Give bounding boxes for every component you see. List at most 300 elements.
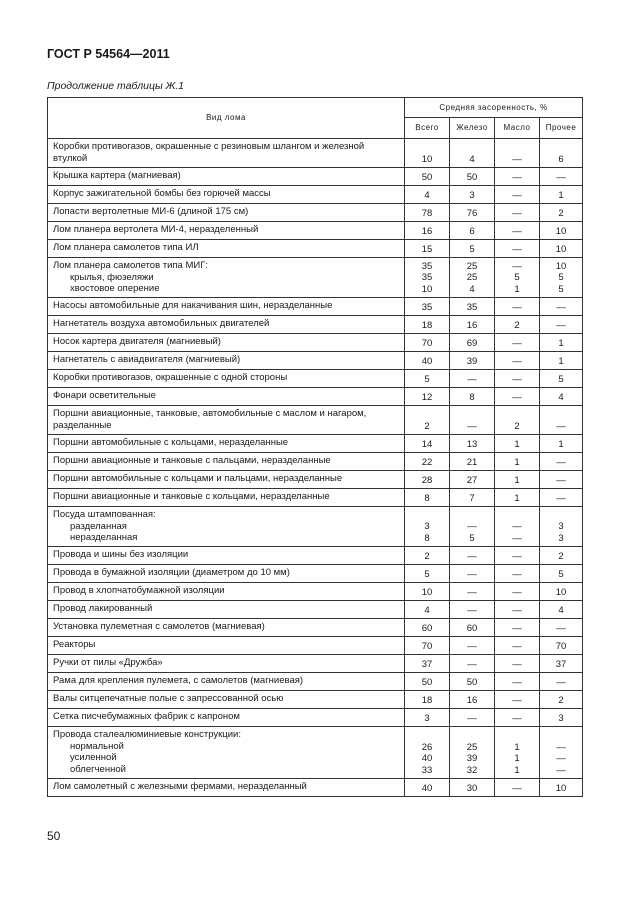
oil-cell <box>495 139 540 168</box>
table-row <box>48 168 583 186</box>
table-row <box>48 601 583 619</box>
oil-value: — <box>512 225 522 237</box>
other-cell <box>540 258 583 298</box>
total-cell <box>405 507 450 547</box>
iron-cell <box>450 709 495 727</box>
oil-value: — <box>512 373 522 385</box>
header-other: Прочее <box>540 118 583 139</box>
total-value: 16 <box>421 225 433 237</box>
total-cell <box>405 565 450 583</box>
total-value: 35 <box>421 272 433 283</box>
iron-cell <box>450 673 495 691</box>
iron-value: 60 <box>466 622 478 634</box>
other-cell <box>540 388 583 406</box>
other-cell <box>540 489 583 507</box>
oil-value: — <box>512 782 522 794</box>
scrap-type-label: Коробки противогазов, окрашенные с одной стороны <box>53 372 288 383</box>
iron-value: 6 <box>469 225 475 237</box>
other-cell <box>540 139 583 168</box>
total-cell <box>405 547 450 565</box>
total-value: 60 <box>421 622 433 634</box>
scrap-type-cell <box>48 601 405 619</box>
oil-value: — <box>512 355 522 367</box>
iron-value: 76 <box>466 207 478 219</box>
other-value: 10 <box>555 225 567 237</box>
oil-value: 2 <box>514 319 520 331</box>
scrap-type-cell <box>48 471 405 489</box>
other-cell <box>540 655 583 673</box>
scrap-subtype-label: неразделанная <box>70 532 138 543</box>
oil-value: — <box>512 568 522 580</box>
other-value: 10 <box>555 782 567 794</box>
oil-cell <box>495 406 540 435</box>
iron-value: 25 <box>466 260 478 272</box>
table-row <box>48 316 583 334</box>
oil-cell <box>495 583 540 601</box>
other-value: — <box>556 753 566 764</box>
scrap-subtype-label: разделанная <box>70 520 127 532</box>
scrap-subtype-label: крылья, фюзеляжи <box>70 271 154 283</box>
table-row <box>48 547 583 565</box>
header-iron: Железо <box>450 118 495 139</box>
scrap-subtype-label: усиленной <box>70 752 117 763</box>
oil-value: — <box>512 694 522 706</box>
oil-cell <box>495 258 540 298</box>
total-cell <box>405 583 450 601</box>
oil-value: 1 <box>514 741 520 753</box>
oil-cell <box>495 370 540 388</box>
scrap-type-label: Крышка картера (магниевая) <box>53 170 181 181</box>
iron-cell <box>450 406 495 435</box>
iron-value: 13 <box>466 438 478 450</box>
other-value: 5 <box>558 373 564 385</box>
table-row <box>48 204 583 222</box>
iron-value: 4 <box>469 283 475 295</box>
oil-value: — <box>512 301 522 313</box>
iron-value: 16 <box>466 694 478 706</box>
total-value: 35 <box>421 260 433 272</box>
scrap-type-label: Установка пулеметная с самолетов (магниевая) <box>53 621 265 632</box>
table-body <box>48 139 583 797</box>
table-row <box>48 453 583 471</box>
iron-cell <box>450 727 495 779</box>
table-row <box>48 507 583 547</box>
total-value: 5 <box>424 373 430 385</box>
other-value: 2 <box>558 207 564 219</box>
scrap-type-label: Провод лакированный <box>53 603 153 614</box>
total-cell <box>405 370 450 388</box>
table-row <box>48 298 583 316</box>
iron-value: — <box>467 658 477 670</box>
total-value: 10 <box>421 153 433 165</box>
header-scrap-type: Вид лома <box>48 98 405 139</box>
scrap-type-cell <box>48 240 405 258</box>
total-cell <box>405 139 450 168</box>
scrap-type-label: Поршни авиационные и танковые с кольцами, неразделанные <box>53 491 330 502</box>
iron-value: 3 <box>469 189 475 201</box>
table-row <box>48 435 583 453</box>
table-row <box>48 709 583 727</box>
total-cell <box>405 453 450 471</box>
scrap-type-label: Ручки от пилы «Дружба» <box>53 657 163 668</box>
total-cell <box>405 168 450 186</box>
total-value: 26 <box>421 741 433 753</box>
other-value: 1 <box>558 438 564 450</box>
scrap-type-cell <box>48 406 405 435</box>
iron-value: — <box>467 604 477 616</box>
iron-cell <box>450 779 495 797</box>
other-cell <box>540 298 583 316</box>
iron-cell <box>450 655 495 673</box>
other-value: 1 <box>558 189 564 201</box>
scrap-type-cell <box>48 709 405 727</box>
total-value: 5 <box>424 568 430 580</box>
oil-value: 1 <box>514 753 520 764</box>
other-value: 3 <box>558 532 564 544</box>
total-cell <box>405 258 450 298</box>
total-value: 28 <box>421 474 433 486</box>
iron-value: 4 <box>469 153 475 165</box>
other-value: — <box>556 420 566 432</box>
total-cell <box>405 204 450 222</box>
oil-value: 2 <box>514 420 520 432</box>
scrap-type-label: Корпус зажигательной бомбы без горючей массы <box>53 188 271 199</box>
scrap-type-label: Поршни авиационные и танковые с пальцами, неразделанные <box>53 455 331 466</box>
iron-value: — <box>467 373 477 385</box>
iron-value: 69 <box>466 337 478 349</box>
oil-cell <box>495 691 540 709</box>
oil-cell <box>495 727 540 779</box>
total-cell <box>405 673 450 691</box>
table-row <box>48 691 583 709</box>
other-value: — <box>556 764 566 776</box>
scrap-type-label: Коробки противогазов, окрашенные с резиновым шлангом и железной втулкой <box>53 141 365 164</box>
other-value: 4 <box>558 604 564 616</box>
other-cell <box>540 453 583 471</box>
scrap-type-label: Провода сталеалюминиевые конструкции: <box>53 729 241 740</box>
table-row <box>48 489 583 507</box>
oil-value: — <box>512 658 522 670</box>
iron-value: — <box>467 420 477 432</box>
scrap-type-label: Лом планера вертолета МИ-4, неразделенный <box>53 224 259 235</box>
other-value: — <box>556 741 566 753</box>
total-cell <box>405 352 450 370</box>
table-row <box>48 619 583 637</box>
other-cell <box>540 779 583 797</box>
scrap-type-label: Поршни авиационные, танковые, автомобильные с маслом и нагаром, разделанные <box>53 408 367 431</box>
total-value: 70 <box>421 337 433 349</box>
other-cell <box>540 222 583 240</box>
iron-cell <box>450 222 495 240</box>
iron-value: 7 <box>469 492 475 504</box>
oil-value: — <box>512 676 522 688</box>
total-value: 2 <box>424 550 430 562</box>
iron-value: 32 <box>466 764 478 776</box>
oil-value: — <box>512 207 522 219</box>
header-oil: Масло <box>495 118 540 139</box>
total-value: 37 <box>421 658 433 670</box>
scrap-type-cell <box>48 204 405 222</box>
table-row <box>48 388 583 406</box>
other-cell <box>540 547 583 565</box>
scrap-type-label: Лом самолетный с железными фермами, неразделанный <box>53 781 307 792</box>
scrap-type-cell <box>48 453 405 471</box>
oil-value: — <box>512 243 522 255</box>
scrap-type-cell <box>48 334 405 352</box>
iron-cell <box>450 691 495 709</box>
total-cell <box>405 637 450 655</box>
other-cell <box>540 352 583 370</box>
other-value: 1 <box>558 355 564 367</box>
iron-value: 16 <box>466 319 478 331</box>
other-value: — <box>556 474 566 486</box>
other-value: 2 <box>558 550 564 562</box>
oil-value: — <box>512 260 522 272</box>
iron-value: 5 <box>469 532 475 544</box>
scrap-type-cell <box>48 139 405 168</box>
oil-cell <box>495 222 540 240</box>
table-row <box>48 583 583 601</box>
other-cell <box>540 316 583 334</box>
total-cell <box>405 186 450 204</box>
iron-cell <box>450 186 495 204</box>
scrap-type-label: Лом планера самолетов типа ИЛ <box>53 242 199 253</box>
iron-cell <box>450 168 495 186</box>
other-value: 3 <box>558 521 564 532</box>
total-value: 4 <box>424 189 430 201</box>
scrap-type-label: Лопасти вертолетные МИ-6 (длиной 175 см) <box>53 206 249 217</box>
other-value: 37 <box>555 658 567 670</box>
iron-cell <box>450 334 495 352</box>
total-value: 35 <box>421 301 433 313</box>
total-value: 50 <box>421 676 433 688</box>
total-cell <box>405 222 450 240</box>
total-cell <box>405 471 450 489</box>
other-cell <box>540 168 583 186</box>
iron-cell <box>450 204 495 222</box>
iron-cell <box>450 637 495 655</box>
iron-cell <box>450 619 495 637</box>
oil-value: — <box>512 337 522 349</box>
other-value: — <box>556 301 566 313</box>
iron-value: — <box>467 550 477 562</box>
iron-cell <box>450 471 495 489</box>
iron-cell <box>450 601 495 619</box>
scrap-subtype-label: нормальной <box>70 740 124 752</box>
table-row <box>48 727 583 779</box>
iron-cell <box>450 240 495 258</box>
iron-value: 39 <box>466 355 478 367</box>
scrap-type-cell <box>48 370 405 388</box>
other-value: — <box>556 676 566 688</box>
scrap-type-label: Реакторы <box>53 639 96 650</box>
other-cell <box>540 637 583 655</box>
oil-value: — <box>512 604 522 616</box>
scrap-type-cell <box>48 298 405 316</box>
scrap-type-cell <box>48 673 405 691</box>
table-row <box>48 222 583 240</box>
scrap-type-label: Насосы автомобильные для накачивания шин, неразделанные <box>53 300 333 311</box>
oil-value: 1 <box>514 764 520 776</box>
other-cell <box>540 727 583 779</box>
iron-value: 25 <box>466 741 478 753</box>
scrap-contamination-table <box>47 97 583 797</box>
iron-cell <box>450 258 495 298</box>
total-cell <box>405 316 450 334</box>
table-row <box>48 471 583 489</box>
oil-cell <box>495 240 540 258</box>
other-cell <box>540 406 583 435</box>
oil-value: — <box>512 171 522 183</box>
iron-cell <box>450 139 495 168</box>
iron-cell <box>450 352 495 370</box>
iron-cell <box>450 507 495 547</box>
other-cell <box>540 565 583 583</box>
oil-value: 5 <box>514 272 520 283</box>
oil-cell <box>495 601 540 619</box>
oil-cell <box>495 565 540 583</box>
oil-cell <box>495 204 540 222</box>
total-value: 40 <box>421 355 433 367</box>
table-continuation-caption: Продолжение таблицы Ж.1 <box>47 80 184 92</box>
scrap-type-label: Лом планера самолетов типа МИГ: <box>53 260 209 271</box>
other-cell <box>540 673 583 691</box>
other-value: — <box>556 456 566 468</box>
total-cell <box>405 388 450 406</box>
scrap-type-cell <box>48 565 405 583</box>
other-cell <box>540 204 583 222</box>
table-row <box>48 406 583 435</box>
total-cell <box>405 489 450 507</box>
scrap-subtype-label: хвостовое оперение <box>70 283 160 294</box>
oil-value: — <box>512 153 522 165</box>
other-cell <box>540 601 583 619</box>
iron-cell <box>450 298 495 316</box>
total-value: 2 <box>424 420 430 432</box>
table-row <box>48 637 583 655</box>
other-value: 6 <box>558 153 564 165</box>
table-row <box>48 186 583 204</box>
table-row <box>48 673 583 691</box>
header-total: Всего <box>405 118 450 139</box>
other-value: — <box>556 319 566 331</box>
iron-cell <box>450 489 495 507</box>
oil-cell <box>495 186 540 204</box>
total-value: 3 <box>424 712 430 724</box>
iron-value: 30 <box>466 782 478 794</box>
total-cell <box>405 691 450 709</box>
other-value: 70 <box>555 640 567 652</box>
scrap-type-cell <box>48 352 405 370</box>
iron-cell <box>450 316 495 334</box>
total-value: 10 <box>421 586 433 598</box>
table-row <box>48 334 583 352</box>
other-value: — <box>556 492 566 504</box>
other-value: 5 <box>558 283 564 295</box>
scrap-type-cell <box>48 507 405 547</box>
iron-cell <box>450 370 495 388</box>
oil-cell <box>495 388 540 406</box>
scrap-type-cell <box>48 779 405 797</box>
iron-value: 50 <box>466 676 478 688</box>
total-value: 10 <box>421 283 433 295</box>
scrap-type-cell <box>48 489 405 507</box>
other-value: 10 <box>555 243 567 255</box>
iron-value: 39 <box>466 753 478 764</box>
scrap-type-cell <box>48 222 405 240</box>
table-row <box>48 655 583 673</box>
oil-cell <box>495 453 540 471</box>
other-value: 2 <box>558 694 564 706</box>
oil-value: — <box>512 586 522 598</box>
table-row <box>48 240 583 258</box>
scrap-type-label: Провод в хлопчатобумажной изоляции <box>53 585 225 596</box>
other-cell <box>540 370 583 388</box>
scrap-type-cell <box>48 727 405 779</box>
oil-value: — <box>512 521 522 532</box>
scrap-type-label: Посуда штампованная: <box>53 509 156 520</box>
total-cell <box>405 298 450 316</box>
oil-cell <box>495 316 540 334</box>
table-row <box>48 779 583 797</box>
scrap-type-label: Поршни автомобильные с кольцами, неразделанные <box>53 437 289 448</box>
other-cell <box>540 691 583 709</box>
oil-value: — <box>512 622 522 634</box>
oil-value: 1 <box>514 438 520 450</box>
table-row <box>48 370 583 388</box>
table-row <box>48 139 583 168</box>
scrap-type-cell <box>48 186 405 204</box>
scrap-type-label: Нагнетатель воздуха автомобильных двигателей <box>53 318 270 329</box>
iron-cell <box>450 565 495 583</box>
iron-value: 27 <box>466 474 478 486</box>
table-row <box>48 258 583 298</box>
other-cell <box>540 619 583 637</box>
other-value: 10 <box>555 586 567 598</box>
total-value: 15 <box>421 243 433 255</box>
other-cell <box>540 240 583 258</box>
oil-value: — <box>512 391 522 403</box>
other-value: 4 <box>558 391 564 403</box>
total-value: 18 <box>421 319 433 331</box>
scrap-type-cell <box>48 258 405 298</box>
table-row <box>48 352 583 370</box>
other-value: 5 <box>558 272 564 283</box>
scrap-type-label: Рама для крепления пулемета, с самолетов (магниевая) <box>53 675 304 686</box>
total-value: 18 <box>421 694 433 706</box>
page-number: 50 <box>47 829 61 843</box>
scrap-type-cell <box>48 655 405 673</box>
total-value: 12 <box>421 391 433 403</box>
scrap-type-label: Фонари осветительные <box>53 390 156 401</box>
scrap-type-label: Валы ситцепечатные полые с запрессованной осью <box>53 693 284 704</box>
other-cell <box>540 334 583 352</box>
scrap-type-label: Провода и шины без изоляции <box>53 549 189 560</box>
scrap-type-label: Поршни автомобильные с кольцами и пальцами, неразделанные <box>53 473 343 484</box>
other-cell <box>540 583 583 601</box>
iron-value: — <box>467 712 477 724</box>
iron-cell <box>450 435 495 453</box>
oil-cell <box>495 637 540 655</box>
oil-value: — <box>512 189 522 201</box>
iron-value: — <box>467 586 477 598</box>
total-value: 8 <box>424 492 430 504</box>
other-cell <box>540 709 583 727</box>
total-cell <box>405 619 450 637</box>
iron-value: 35 <box>466 301 478 313</box>
total-cell <box>405 406 450 435</box>
iron-cell <box>450 583 495 601</box>
